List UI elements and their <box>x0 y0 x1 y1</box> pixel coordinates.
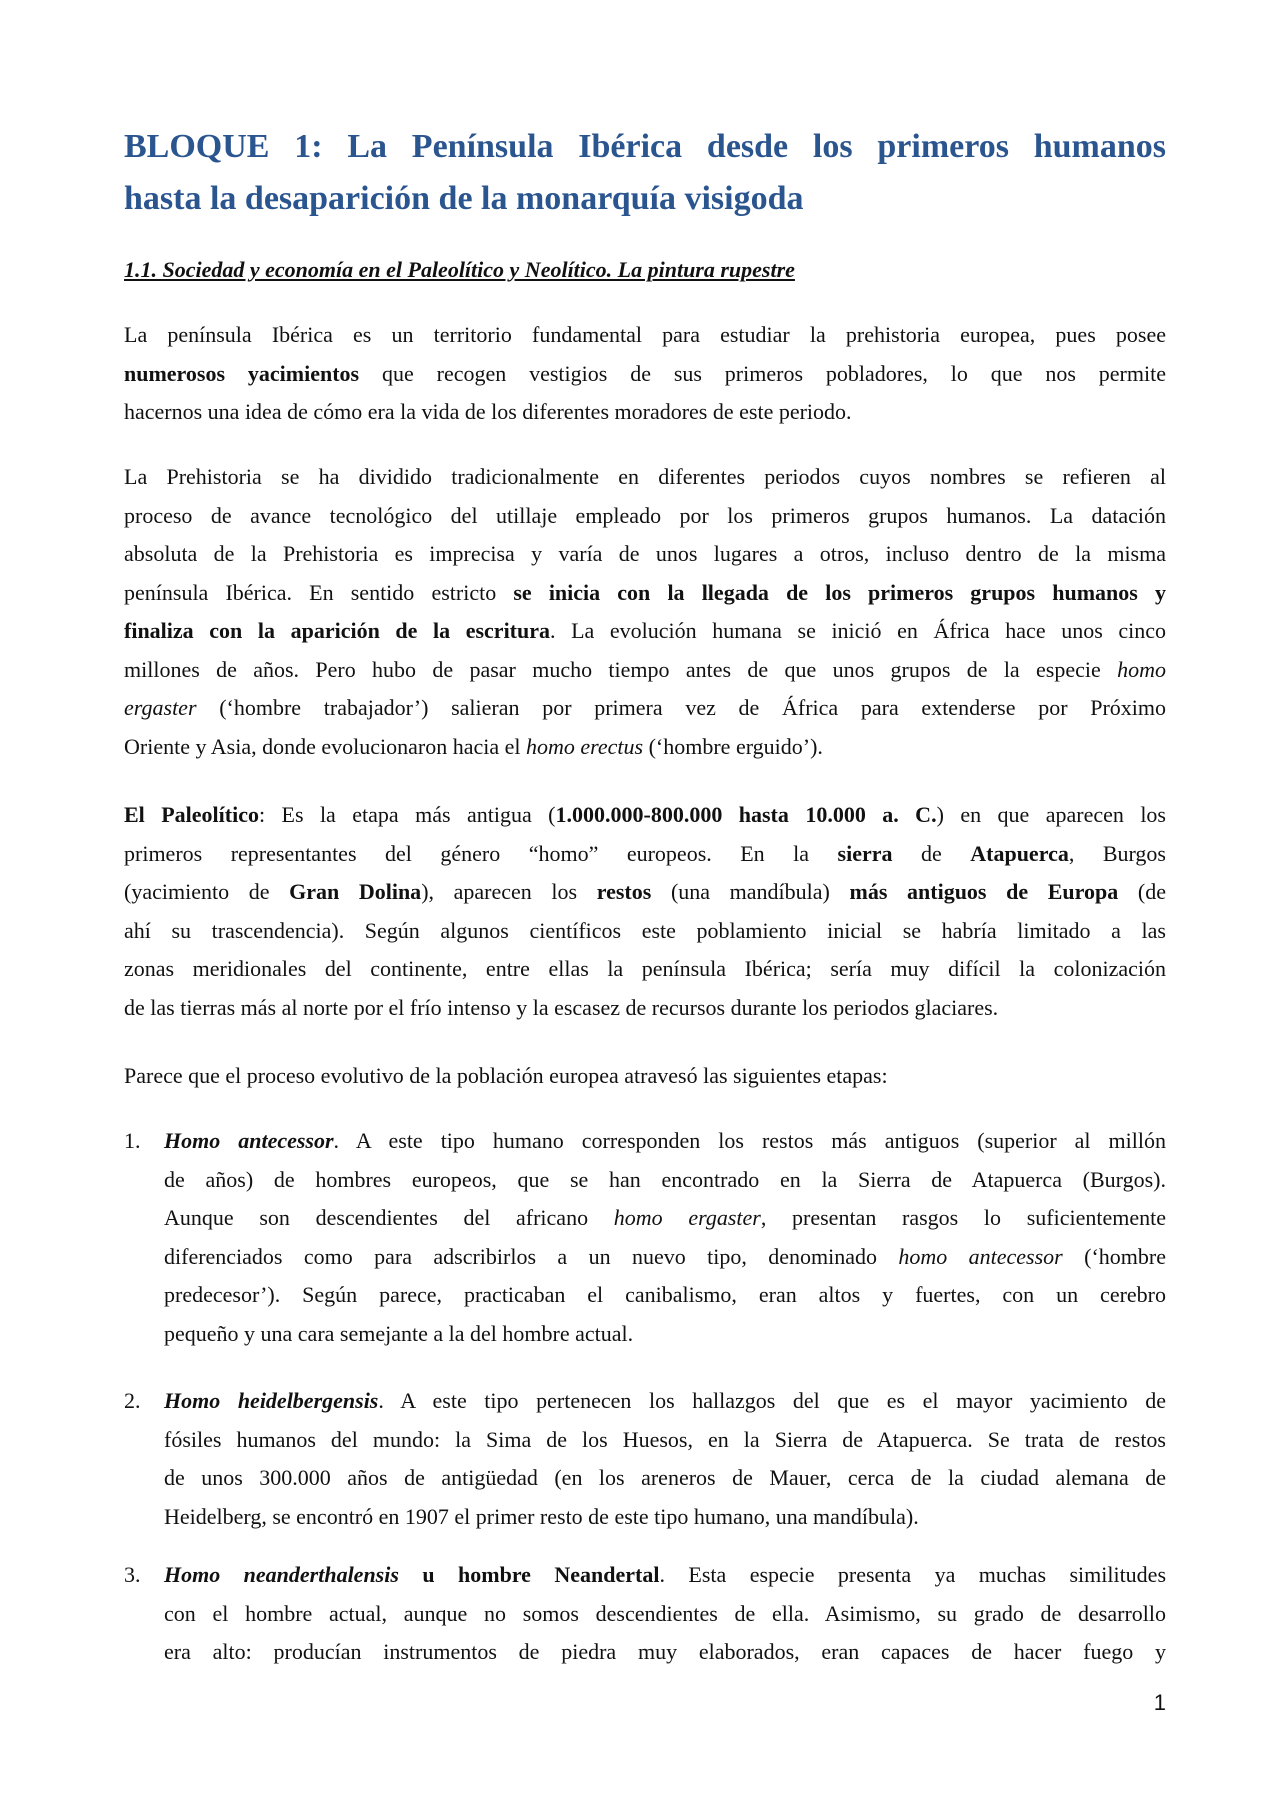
list-item <box>124 1382 1166 1536</box>
text-run: Aunque son descendientes del africano <box>164 1205 614 1230</box>
text-line <box>164 1199 1166 1238</box>
bold-text: finaliza con la aparición de la escritura <box>124 618 551 643</box>
text-line <box>124 989 1166 1028</box>
text-line <box>124 835 1166 874</box>
text-run: (‘hombre erguido’). <box>643 733 823 759</box>
text-run: proceso de avance tecnológico del utillaje empleado por los primeros grupos humanos. La datación <box>124 502 1166 528</box>
text-run: con el hombre actual, aunque no somos descendientes de ella. Asimismo, su grado de desarrollo <box>164 1600 1166 1626</box>
text-line <box>164 1459 1166 1498</box>
text-run: de años) de hombres europeos, que se han encontrado en la Sierra de Atapuerca (Burgos). <box>164 1166 1166 1192</box>
text-line <box>124 316 1166 355</box>
list-number: 1. <box>124 1128 141 1153</box>
italic-text: homo erectus <box>525 733 644 759</box>
text-line <box>164 1161 1166 1200</box>
text-run: primeros representantes del género “homo” europeos. En la <box>124 840 838 866</box>
list-number: 2. <box>124 1388 141 1413</box>
text-line <box>124 497 1166 536</box>
text-run: de unos 300.000 años de antigüedad (en los areneros de Mauer, cerca de la ciudad alemana de <box>164 1465 1166 1490</box>
text-run: : Es la etapa más antigua ( <box>258 802 556 827</box>
text-line <box>124 728 1166 767</box>
text-run: predecesor’). Según parece, practicaban el canibalismo, eran altos y fuertes, con un cerebro <box>164 1282 1166 1307</box>
text-line <box>124 393 1166 432</box>
text-line <box>164 1238 1166 1277</box>
text-line <box>124 873 1166 912</box>
document-title <box>124 121 1166 225</box>
text-run: diferenciados como para adscribirlos a un nuevo tipo, denominado <box>164 1243 899 1269</box>
bold-text: 1.000.000-800.000 hasta 10.000 a. C. <box>555 802 937 827</box>
paragraph-prehistoria <box>124 458 1166 766</box>
text-run: de las tierras más al norte por el frío intenso y la escasez de recursos durante los periodos glaciares. <box>124 994 999 1020</box>
text-line <box>164 1556 1166 1595</box>
paragraph-intro <box>124 316 1166 432</box>
paragraph-etapas <box>124 1057 1166 1096</box>
bold-text: Homo heidelbergensis <box>164 1388 379 1413</box>
text-run: La península Ibérica es un territorio fundamental para estudiar la prehistoria europea, pues posee <box>124 322 1166 347</box>
text-line <box>164 1498 1166 1537</box>
page-number: 1 <box>1153 1690 1166 1715</box>
bold-text: numerosos yacimientos <box>124 360 360 386</box>
paragraph-paleolitico <box>124 796 1166 1027</box>
text-run: . A este tipo pertenecen los hallazgos del que es el mayor yacimiento de <box>378 1388 1166 1413</box>
list-item-body <box>164 1382 1166 1536</box>
text-line <box>124 355 1166 394</box>
text-line <box>164 1122 1166 1161</box>
text-line <box>124 574 1166 613</box>
italic-text: ergaster <box>124 695 197 720</box>
text-line <box>124 612 1166 651</box>
text-run: ) en que aparecen los <box>936 802 1166 827</box>
text-run: (una mandíbula) <box>651 879 850 904</box>
text-line <box>164 1276 1166 1315</box>
text-run: (de <box>1118 879 1166 904</box>
list-item <box>124 1556 1166 1672</box>
text-run: de <box>892 840 971 866</box>
bold-text: Homo antecessor <box>164 1128 334 1153</box>
text-line <box>124 651 1166 690</box>
italic-text: homo <box>1117 656 1166 682</box>
title-line: hasta la desaparición de la monarquía visigoda <box>124 180 804 217</box>
bold-text: Atapuerca <box>970 840 1069 866</box>
bold-text: sierra <box>837 840 893 866</box>
text-run: Oriente y Asia, donde evolucionaron hacia el <box>124 733 526 759</box>
text-run: zonas meridionales del continente, entre ellas la península Ibérica; sería muy difícil la colonización <box>124 956 1166 981</box>
text-line <box>124 458 1166 497</box>
text-run: (‘hombre trabajador’) salieran por primera vez de África para extenderse por Próximo <box>196 695 1166 720</box>
bold-text: se inicia con la llegada de los primeros grupos humanos y <box>513 579 1166 605</box>
text-run: que recogen vestigios de sus primeros pobladores, lo que nos permite <box>359 360 1166 386</box>
bold-text: restos <box>596 879 652 904</box>
title-line: BLOQUE 1: La Península Ibérica desde los primeros humanos <box>124 128 1166 165</box>
list-number: 3. <box>124 1562 141 1587</box>
text-line <box>164 1595 1166 1634</box>
text-run: , presentan rasgos lo suficientemente <box>760 1205 1166 1230</box>
text-run: ahí su trascendencia). Según algunos científicos este poblamiento inicial se habría limitado a las <box>124 917 1166 943</box>
text-line <box>124 950 1166 989</box>
text-run: . La evolución humana se inició en África hace unos cinco <box>550 618 1166 643</box>
text-run: fósiles humanos del mundo: la Sima de los Huesos, en la Sierra de Atapuerca. Se trata de restos <box>164 1426 1166 1452</box>
text-line <box>164 1421 1166 1460</box>
text-run: , Burgos <box>1068 840 1166 866</box>
text-line <box>124 796 1166 835</box>
text-run: Parece que el proceso evolutivo de la población europea atravesó las siguientes etapas: <box>124 1063 888 1088</box>
text-run: absoluta de la Prehistoria es imprecisa y varía de unos lugares a otros, incluso dentro de la misma <box>124 541 1166 566</box>
text-run: millones de años. Pero hubo de pasar mucho tiempo antes de que unos grupos de la especie <box>124 656 1118 682</box>
section-heading: 1.1. Sociedad y economía en el Paleolítico y Neolítico. La pintura rupestre <box>124 257 795 282</box>
list-item-body <box>164 1122 1166 1353</box>
text-line <box>124 535 1166 574</box>
text-run: pequeño y una cara semejante a la del hombre actual. <box>164 1320 634 1346</box>
text-line <box>124 1057 1166 1096</box>
bold-text: El Paleolítico <box>124 802 259 827</box>
text-run: era alto: producían instrumentos de piedra muy elaborados, eran capaces de hacer fuego y <box>164 1639 1166 1664</box>
text-run: ), aparecen los <box>421 879 597 904</box>
bold-text: u hombre Neandertal <box>398 1562 660 1587</box>
bold-text: Gran Dolina <box>289 879 422 904</box>
text-run: . Esta especie presenta ya muchas similitudes <box>659 1562 1167 1587</box>
text-line <box>164 1382 1166 1421</box>
text-line <box>164 1633 1166 1672</box>
text-run: . A este tipo humano corresponden los restos más antiguos (superior al millón <box>333 1128 1166 1153</box>
text-line <box>124 912 1166 951</box>
list-item <box>124 1122 1166 1353</box>
text-line <box>164 1315 1166 1354</box>
list-item-body <box>164 1556 1166 1672</box>
italic-text: homo ergaster <box>613 1205 761 1230</box>
text-run: hacernos una idea de cómo era la vida de los diferentes moradores de este periodo. <box>124 399 852 424</box>
bold-text: más antiguos de Europa <box>849 879 1119 904</box>
bold-text: Homo neanderthalensis <box>164 1562 399 1587</box>
text-run: (yacimiento de <box>124 879 290 904</box>
italic-text: homo antecessor <box>898 1243 1063 1269</box>
text-run: (‘hombre <box>1062 1243 1166 1269</box>
text-run: La Prehistoria se ha dividido tradicionalmente en diferentes periodos cuyos nombres se refieren al <box>124 464 1166 489</box>
text-run: península Ibérica. En sentido estricto <box>124 579 514 605</box>
text-line <box>124 689 1166 728</box>
text-run: Heidelberg, se encontró en 1907 el primer resto de este tipo humano, una mandíbula). <box>164 1503 919 1529</box>
